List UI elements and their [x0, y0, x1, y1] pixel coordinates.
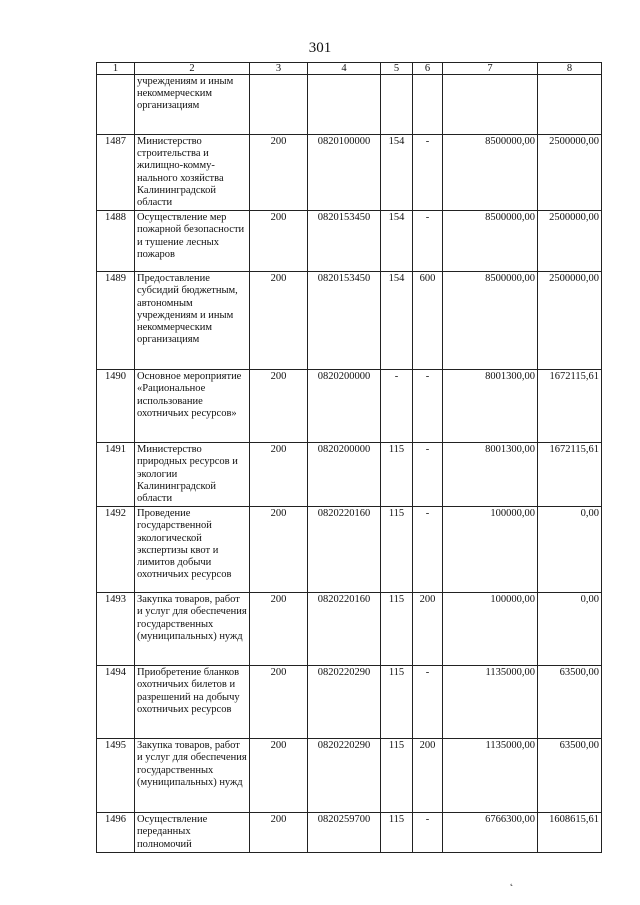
row-number: 1491 — [97, 443, 135, 507]
code-6 — [413, 75, 443, 135]
row-number — [97, 75, 135, 135]
item-name: Приобретение бланков охотничьих билетов и разрешений на добычу охотничьих ресурсов — [135, 666, 250, 739]
column-header: 4 — [308, 63, 381, 75]
code-3: 200 — [250, 135, 308, 211]
table-row — [97, 211, 602, 272]
target-code: 0820153450 — [308, 211, 381, 272]
table-row — [97, 272, 602, 370]
table-row — [97, 75, 602, 135]
code-5: 115 — [381, 443, 413, 507]
column-header: 3 — [250, 63, 308, 75]
code-6: - — [413, 443, 443, 507]
row-number: 1487 — [97, 135, 135, 211]
code-5: 115 — [381, 739, 413, 813]
amount-7: 8500000,00 — [443, 211, 538, 272]
target-code: 0820153450 — [308, 272, 381, 370]
row-number: 1489 — [97, 272, 135, 370]
item-name: Предоставление субсидий бюджетным, автономным учреждениям и иным некоммерческим организациям — [135, 272, 250, 370]
amount-8: 1672115,61 — [538, 370, 602, 443]
table-row — [97, 370, 602, 443]
item-name: Осуществление переданных полномочий — [135, 813, 250, 853]
code-5: 115 — [381, 593, 413, 666]
code-3: 200 — [250, 813, 308, 853]
target-code: 0820220290 — [308, 666, 381, 739]
code-6: - — [413, 370, 443, 443]
code-6: 600 — [413, 272, 443, 370]
row-number: 1490 — [97, 370, 135, 443]
table-row — [97, 739, 602, 813]
code-3: 200 — [250, 593, 308, 666]
amount-7: 100000,00 — [443, 507, 538, 593]
budget-table — [96, 62, 602, 853]
code-3: 200 — [250, 443, 308, 507]
page-number: 301 — [308, 40, 332, 56]
code-5: 154 — [381, 272, 413, 370]
target-code: 0820200000 — [308, 370, 381, 443]
amount-8: 2500000,00 — [538, 272, 602, 370]
row-number: 1494 — [97, 666, 135, 739]
amount-8 — [538, 75, 602, 135]
code-6: 200 — [413, 739, 443, 813]
item-name: Осуществление мер пожарной безопасности и тушение лесных пожаров — [135, 211, 250, 272]
amount-7: 1135000,00 — [443, 739, 538, 813]
column-header: 8 — [538, 63, 602, 75]
column-header: 6 — [413, 63, 443, 75]
code-6: - — [413, 135, 443, 211]
code-6: - — [413, 666, 443, 739]
code-3: 200 — [250, 666, 308, 739]
target-code: 0820220160 — [308, 507, 381, 593]
code-3: 200 — [250, 211, 308, 272]
amount-7: 100000,00 — [443, 593, 538, 666]
code-5: 115 — [381, 666, 413, 739]
code-5: 115 — [381, 813, 413, 853]
target-code: 0820200000 — [308, 443, 381, 507]
code-5: 154 — [381, 135, 413, 211]
code-6: 200 — [413, 593, 443, 666]
amount-7: 8001300,00 — [443, 443, 538, 507]
code-3: 200 — [250, 370, 308, 443]
amount-7 — [443, 75, 538, 135]
column-header: 7 — [443, 63, 538, 75]
row-number: 1492 — [97, 507, 135, 593]
amount-7: 8500000,00 — [443, 272, 538, 370]
code-6: - — [413, 211, 443, 272]
code-3: 200 — [250, 739, 308, 813]
column-header: 2 — [135, 63, 250, 75]
code-3: 200 — [250, 272, 308, 370]
amount-8: 2500000,00 — [538, 135, 602, 211]
code-3 — [250, 75, 308, 135]
row-number: 1495 — [97, 739, 135, 813]
amount-7: 8500000,00 — [443, 135, 538, 211]
code-5 — [381, 75, 413, 135]
item-name: Министерство строительства и жилищно-комму-нального хозяйства Калининградской области — [135, 135, 250, 211]
target-code: 0820220290 — [308, 739, 381, 813]
item-name: Закупка товаров, работ и услуг для обеспечения государственных (муниципальных) нужд — [135, 593, 250, 666]
amount-8: 1608615,61 — [538, 813, 602, 853]
code-5: 115 — [381, 507, 413, 593]
item-name: учреждениям и иным некоммерческим организациям — [135, 75, 250, 135]
row-number: 1488 — [97, 211, 135, 272]
item-name: Проведение государственной экологической экспертизы квот и лимитов добычи охотничьих ресурсов — [135, 507, 250, 593]
code-6: - — [413, 507, 443, 593]
amount-8: 2500000,00 — [538, 211, 602, 272]
scan-mark: ˛ — [510, 876, 514, 887]
table-row — [97, 666, 602, 739]
target-code: 0820220160 — [308, 593, 381, 666]
row-number: 1496 — [97, 813, 135, 853]
column-number-row — [97, 63, 602, 75]
amount-8: 63500,00 — [538, 666, 602, 739]
amount-7: 8001300,00 — [443, 370, 538, 443]
item-name: Министерство природных ресурсов и экологии Калининградской области — [135, 443, 250, 507]
amount-8: 1672115,61 — [538, 443, 602, 507]
table-row — [97, 443, 602, 507]
amount-7: 1135000,00 — [443, 666, 538, 739]
column-header: 1 — [97, 63, 135, 75]
amount-8: 63500,00 — [538, 739, 602, 813]
table-row — [97, 813, 602, 853]
code-5: 154 — [381, 211, 413, 272]
amount-8: 0,00 — [538, 593, 602, 666]
amount-8: 0,00 — [538, 507, 602, 593]
column-header: 5 — [381, 63, 413, 75]
target-code — [308, 75, 381, 135]
code-6: - — [413, 813, 443, 853]
target-code: 0820259700 — [308, 813, 381, 853]
table-row — [97, 135, 602, 211]
item-name: Основное мероприятие «Рациональное использование охотничьих ресурсов» — [135, 370, 250, 443]
item-name: Закупка товаров, работ и услуг для обеспечения государственных (муниципальных) нужд — [135, 739, 250, 813]
target-code: 0820100000 — [308, 135, 381, 211]
table-row — [97, 507, 602, 593]
row-number: 1493 — [97, 593, 135, 666]
code-3: 200 — [250, 507, 308, 593]
amount-7: 6766300,00 — [443, 813, 538, 853]
code-5: - — [381, 370, 413, 443]
table-row — [97, 593, 602, 666]
